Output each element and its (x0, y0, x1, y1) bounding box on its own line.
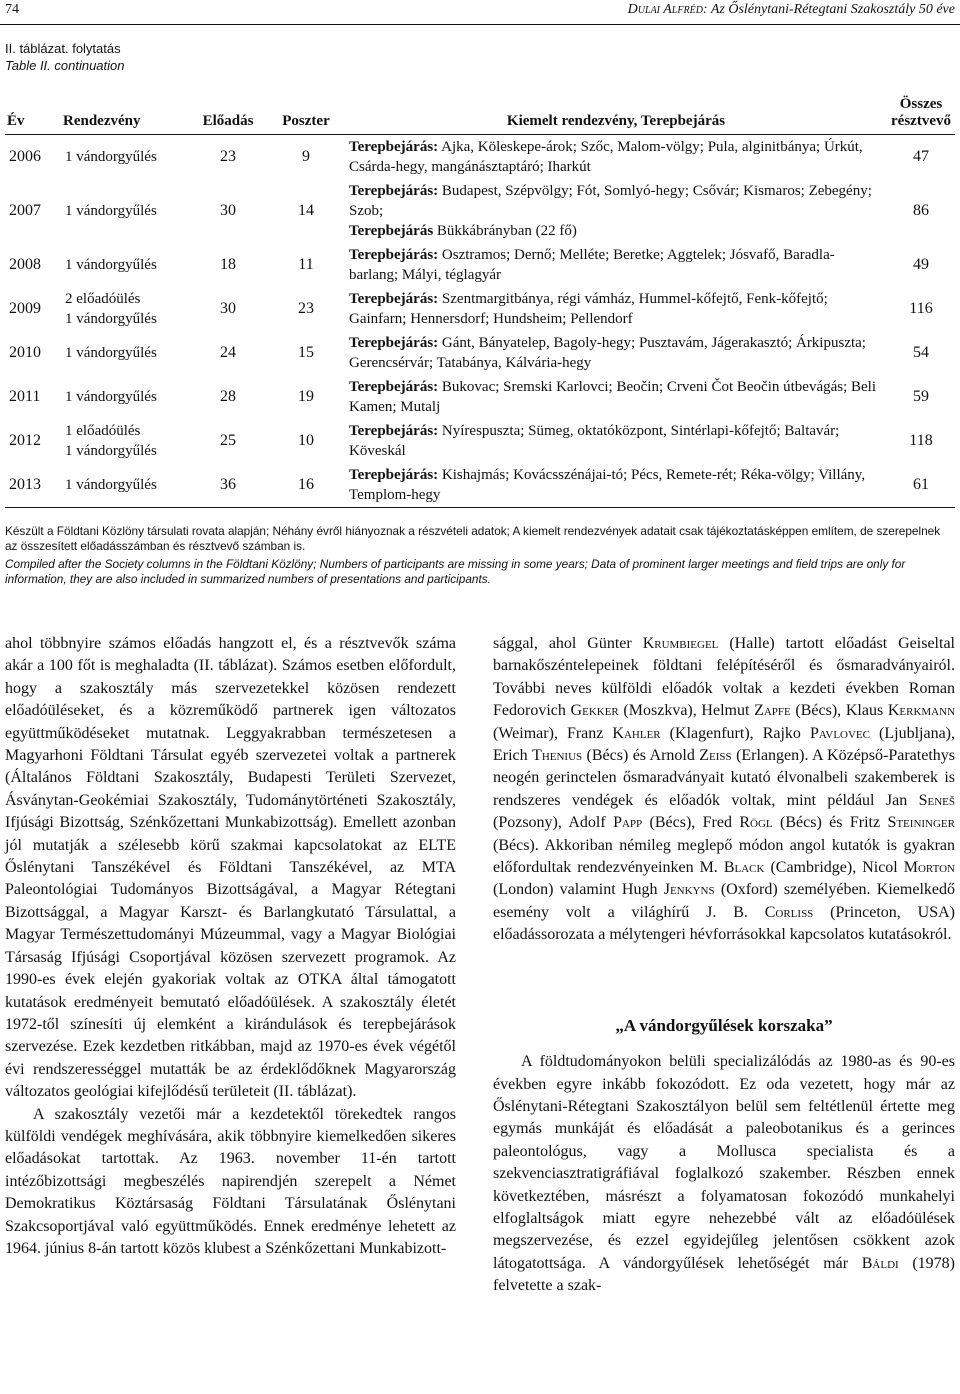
person-name: Thenius (532, 747, 583, 765)
running-title (628, 2, 955, 18)
field-trip-label: Terepbejárás: (349, 183, 439, 199)
running-title-author: Dulai Alfréd: (627, 2, 708, 17)
left-column (5, 633, 456, 1260)
field-trip-sites: Osztramos; Dernő; Melléte; Beretke; Aggtelek; Jósvafő, Baradla-barlang; Mályi, téglagyár (349, 247, 835, 283)
cell-event-line1: 1 előadóülés (65, 423, 141, 439)
text-run: A földtudományokon belüli specializálódás az 1980-as és 90-es években egyre inkább fokozódott. Ez oda vezetett, hogy már az Őslénytani-Rétegtani Szakosztályon belül sem feltétlenül értette meg egymás munkáját és előadását a paleobotanikus és a gerinces paleontológus, vagy a Mollusca specialista és a szekvenciasztratigráfiával foglalkozó szakember. Részben ennek következtében, másrészt a folyamatosan fokozódó munkahelyi elfoglaltságok miatt egyre nehezebbé vált az előadóülések megszervezése, és ezzel egyidejűleg jelentősen csökkent azok látogatottsága. A vándorgyűlések lehetőségét már (493, 1053, 955, 1272)
cell-lectures: 25 (220, 432, 236, 449)
person-name: Gekker (570, 702, 619, 720)
text-run: (Ljubljana), Erich (493, 724, 955, 765)
field-trip-sites: Ajka, Köleskepe-árok; Szőc, Malom-völgy; Pula, alginitbánya; Úrkút, Csárda-hegy, mangánásztaptáró; Iharkút (349, 139, 863, 175)
person-name: Zeiss (699, 747, 732, 765)
participation-table (5, 92, 955, 508)
cell-total: 116 (909, 300, 933, 317)
cell-lectures: 28 (220, 388, 236, 405)
table-caption-hu: II. táblázat. folytatás (5, 41, 121, 56)
table-row (5, 135, 955, 180)
col-header-total: Összes résztvevő (887, 92, 955, 135)
field-trip-label: Terepbejárás: (349, 467, 439, 483)
right-column (493, 633, 955, 1298)
cell-year: 2006 (9, 148, 41, 165)
cell-highlight (345, 463, 887, 508)
cell-lectures: 18 (220, 256, 236, 273)
cell-event: 1 vándorgyűlés (61, 463, 189, 508)
cell-year: 2008 (9, 256, 41, 273)
text-run: (London) valamint Hugh (493, 881, 664, 899)
person-name: Steininger (887, 814, 955, 832)
cell-highlight (345, 135, 887, 180)
text-run: (Bécs), Fred (642, 814, 740, 832)
person-name: Seneš (918, 791, 955, 809)
col-header-posters: Poszter (267, 92, 345, 135)
text-run: (Oxford) személyében. Kiemelkedő esemény volt a világhírű J. B. (493, 881, 955, 921)
text-run: (Halle) tartott előadást Geiseltal barnakőszéntelepeinek földtani felépítéséről és ősmaradványairól. További neves külföldi előadók voltak a kezdeti években Roman Fedorovich (493, 635, 955, 720)
table-row (5, 463, 955, 508)
table-note-hu: Készült a Földtani Közlöny társulati rovata alapján; Néhány évről hiányoznak a részvételi adatok; A kiemelt rendezvények adatait csak tájékoztatásképpen említem, de szerepelnek az összesített előadásszámban és résztvevő számban is. (5, 524, 941, 553)
text-run: (Cambridge), Nicol (764, 859, 904, 877)
text-run: (Bécs) és Arnold (582, 747, 700, 765)
cell-highlight (345, 375, 887, 419)
person-name: Krumbiegel (642, 635, 719, 652)
cell-event: 1 vándorgyűlés (65, 389, 157, 405)
person-name: Corliss (764, 903, 814, 921)
section-heading: „A vándorgyűlések korszaka” (615, 1015, 833, 1035)
cell-posters: 15 (298, 344, 314, 361)
text-run: (Weimar), Franz (493, 724, 613, 742)
person-name: Papp (613, 814, 643, 832)
table-row (5, 287, 955, 331)
cell-posters: 11 (298, 256, 314, 273)
field-trip-sites: Gánt, Bányatelep, Bagoly-hegy; Pusztavám, Jágerakasztó; Árkipuszta; Gerencsérvár; Tatabánya, Kálvária-hegy (349, 335, 866, 371)
text-run: sággal, ahol Günter (493, 635, 643, 652)
page-number: 74 (5, 2, 19, 17)
field-trip-sites: Bukovac; Sremski Karlovci; Beočin; Crveni Čot Beočin útbevágás; Beli Kamen; Mutalj (349, 379, 877, 415)
field-trip-label: Terepbejárás: (349, 423, 439, 439)
text-run: (Klagenfurt), Rajko (660, 724, 810, 742)
cell-posters: 23 (298, 300, 314, 317)
cell-total: 86 (913, 202, 929, 219)
field-trip-label: Terepbejárás: (349, 247, 439, 263)
table-row (5, 331, 955, 375)
table-row (5, 375, 955, 419)
cell-lectures: 24 (220, 344, 236, 361)
text-run: (Bécs). Akkoriban némileg meglepő módon angol kutatók is gyakran előfordultak rendezvényeinken M. (493, 836, 955, 877)
cell-lectures: 36 (189, 463, 267, 508)
table-row (5, 243, 955, 287)
table-note (5, 524, 955, 590)
cell-highlight (345, 287, 887, 331)
cell-year: 2011 (9, 388, 41, 405)
text-run: (Bécs) és Fritz (772, 814, 888, 832)
cell-year: 2012 (9, 432, 41, 449)
cell-event: 1 vándorgyűlés (65, 203, 157, 219)
col-header-highlight: Kiemelt rendezvény, Terepbejárás (345, 92, 887, 135)
text-run: (Moszkva), Helmut (618, 702, 755, 720)
text-run: (Erlangen). A Középső-Paratethys neogén gerinctelen ősmaradványait kutató élvonalbeli szakemberek is rendszeres vendégek és előadók voltak, mint például Jan (493, 747, 956, 809)
cell-lectures: 23 (220, 148, 236, 165)
table-row (5, 419, 955, 463)
cell-year: 2013 (5, 463, 61, 508)
cell-highlight (345, 179, 887, 243)
person-name: Pavlovec (809, 724, 870, 742)
cell-posters: 10 (298, 432, 314, 449)
right-paragraph-2 (493, 1051, 955, 1297)
page-header (0, 0, 960, 22)
cell-highlight (345, 243, 887, 287)
cell-posters: 9 (302, 148, 310, 165)
cell-event (61, 287, 189, 331)
left-paragraph-1: ahol többnyire számos előadás hangzott el, és a résztvevők száma akár a 100 főt is meghaladta (II. táblázat). Számos esetben előfordult, hogy a szakosztály más szervezetekkel közösen rendezett előadóüléseket, és a közreműködő partnerek igen változatos együttműködéseket mutatnak. Leggyakrabban természetesen a Magyarhoni Földtani Társulat egyéb szervezetei voltak a partnerek (Általános Földtani Szakosztály, Budapesti Területi Szervezet, Ásványtan-Geokémiai Szakosztály, Tudománytörténeti Szakosztály, Ifjúsági Bizottság, Szénkőzettani Munkabizottság). Emellett azonban jól mutatják a szélesebb körű szakmai kapcsolatokat az ELTE Őslénytani Tanszékével és Földtani Tanszékével, az MTA Paleontológiai Tudományos Bizottságával, a Magyar Rétegtani Bizottsággal, a Magyar Karszt- és Barlangkutató Társulattal, a Magyar Természettudományi Múzeummal, vagy a Magyar Biológiai Társaság Ifjúsági Csoportjával közösen szervezett programok. Az 1990-es évek elején gyakoriak voltak az OTKA által támogatott kutatások eredményeit bemutató előadóülések. A szakosztály életét 1972-től színesíti új elemként a kirándulások és terepbejárások szervezése. Ezek kezdetben ritkábban, majd az 1970-es évek végétől évi rendszerességgel mutatták be az érdeklődőknek Magyarország változatos geológiai kifejlődésű területeit (II. táblázat). (5, 635, 456, 1101)
cell-total: 118 (909, 432, 933, 449)
person-name: Kahler (612, 724, 661, 742)
field-trip-label: Terepbejárás: (349, 379, 439, 395)
person-name: Báldi (861, 1254, 899, 1272)
table-row (5, 179, 955, 243)
text-run: (Pozsony), Adolf (493, 814, 614, 832)
col-header-lectures: Előadás (189, 92, 267, 135)
field-trip-label: Terepbejárás: (349, 335, 439, 351)
cell-posters: 16 (267, 463, 345, 508)
field-trip-sites: Budapest, Szépvölgy; Fót, Somlyó-hegy; Csővár; Kismaros; Zebegény; Szob; (349, 183, 872, 219)
running-title-rest: Az Őslénytani-Rétegtani Szakosztály 50 éve (710, 2, 955, 17)
cell-total: 49 (913, 256, 929, 273)
person-name: Zapfe (754, 702, 791, 720)
cell-year: 2009 (9, 300, 41, 317)
cell-posters: 14 (298, 202, 314, 219)
right-paragraph-1 (493, 633, 955, 947)
cell-event (61, 419, 189, 463)
table-note-en: Compiled after the Society columns in the Földtani Közlöny; Numbers of participants are missing in some years; Data of prominent larger meetings and field trips are only for information, they are also included in summarized numbers of presentations and participants. (5, 557, 906, 586)
cell-posters: 19 (298, 388, 314, 405)
cell-event: 1 vándorgyűlés (65, 345, 157, 361)
cell-total: 54 (913, 344, 929, 361)
field-trip-label-2: Terepbejárás (349, 223, 434, 239)
cell-total: 59 (913, 388, 929, 405)
left-paragraph-2: A szakosztály vezetői már a kezdetektől törekedtek rangos külföldi vendégek meghívására, akik többnyire kiemelkedően sikeres előadásokat tartottak. Az 1963. november 11-én tartott intézőbizottsági megbeszélés napirendjén szerepelt a Német Demokratikus Köztársaság Földtani Társulatának Őslénytani Szakcsoportjával való együttműködés. Ennek eredménye lehetett az 1964. június 8-án tartott közös klubest a Szénkőzettani Munkabizott- (5, 1105, 456, 1257)
cell-event-line1: 2 előadóülés (65, 291, 141, 307)
cell-event: 1 vándorgyűlés (65, 257, 157, 273)
cell-year: 2010 (9, 344, 41, 361)
person-name: Black (723, 859, 765, 877)
cell-event-line2: 1 vándorgyűlés (65, 443, 157, 459)
field-trip-label: Terepbejárás: (349, 291, 439, 307)
table-header-row (5, 92, 955, 135)
cell-total: 61 (887, 463, 955, 508)
cell-year: 2007 (9, 202, 41, 219)
cell-lectures: 30 (220, 202, 236, 219)
person-name: Jenkyns (663, 881, 715, 899)
cell-event: 1 vándorgyűlés (65, 149, 157, 165)
field-trip-sites: Kishajmás; Kovácsszénájai-tó; Pécs, Remete-rét; Réka-völgy; Villány, Templom-hegy (349, 467, 866, 503)
field-trip-label: Terepbejárás: (349, 139, 439, 155)
table-caption (5, 40, 125, 74)
text-run: (1978) felvetette a szak- (493, 1254, 956, 1295)
table-caption-en: Table II. continuation (5, 58, 125, 73)
col-header-event: Rendezvény (61, 92, 189, 135)
cell-total: 47 (913, 148, 929, 165)
text-run: (Bécs), Klaus (790, 702, 888, 720)
person-name: Rögl (739, 814, 773, 832)
field-trip-sites: Nyírespuszta; Sümeg, oktatóközpont, Sintérlapi-kőfejtő; Baltavár; Köveskál (349, 423, 840, 459)
field-trip-sites-2: Bükkábrányban (22 fő) (436, 223, 577, 239)
person-name: Morton (903, 859, 955, 877)
cell-event-line2: 1 vándorgyűlés (65, 311, 157, 327)
cell-highlight (345, 331, 887, 375)
col-header-year: Év (5, 92, 61, 135)
cell-highlight (345, 419, 887, 463)
field-trip-sites: Szentmargitbánya, régi vámház, Hummel-kőfejtő, Fenk-kőfejtő; Gainfarn; Hennersdorf; Hundsheim; Pellendorf (349, 291, 828, 327)
header-rule (0, 24, 960, 25)
text-run: (Princeton, USA) előadássorozata a mélytengeri hévforrásokkal kapcsolatos kutatásokról. (493, 903, 955, 944)
person-name: Kerkmann (887, 702, 956, 720)
cell-lectures: 30 (220, 300, 236, 317)
